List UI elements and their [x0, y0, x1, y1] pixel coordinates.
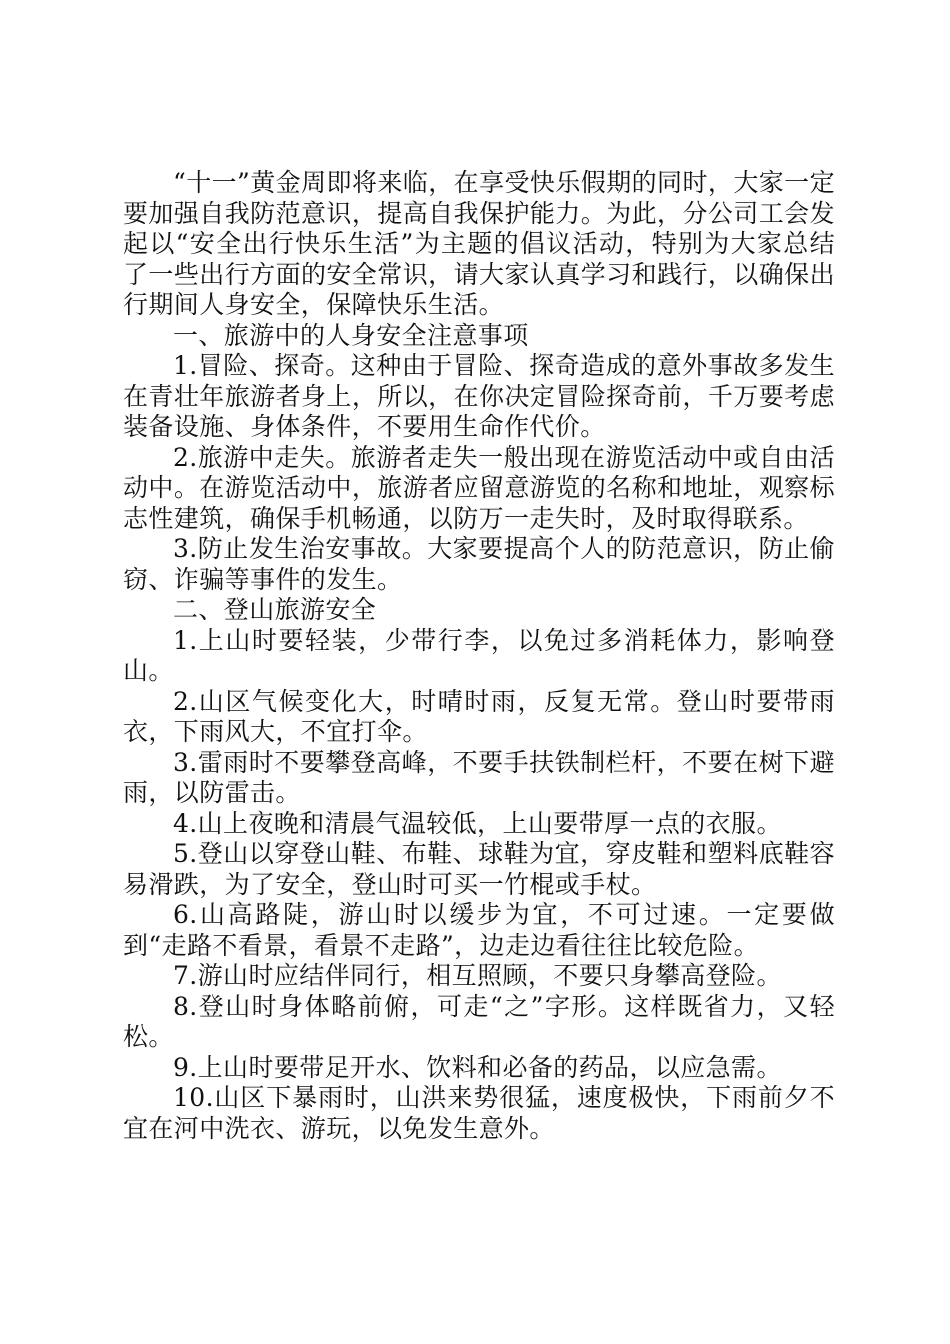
list-item: 1.冒险、探奇。这种由于冒险、探奇造成的意外事故多发生在青壮年旅游者身上，所以，在你决定冒险探奇前，千万要考虑装备设施、身体条件，不要用生命作代价。 — [123, 351, 835, 441]
section-heading-mountain-safety: 二、登山旅游安全 — [173, 595, 377, 624]
section-heading-travel-safety: 一、旅游中的人身安全注意事项 — [173, 320, 529, 350]
intro-paragraph: “十一”黄金周即将来临，在享受快乐假期的同时，大家一定要加强自我防范意识，提高自我保护能力。为此，分公司工会发起以“安全出行快乐生活”为主题的倡议活动，特别为大家总结了一些出行方面的安全常识，请大家认真学习和践行，以确保出行期间人身安全，保障快乐生活。 — [123, 168, 835, 319]
list-item: 3.雷雨时不要攀登高峰，不要手扶铁制栏杆，不要在树下避雨，以防雷击。 — [123, 747, 835, 807]
list-item: 2.旅游中走失。旅游者走失一般出现在游览活动中或自由活动中。在游览活动中，旅游者应留意游览的名称和地址，观察标志性建筑，确保手机畅通，以防万一走失时，及时取得联系。 — [123, 442, 835, 533]
document-body — [123, 168, 835, 1144]
list-item: 6.山高路陡，游山时以缓步为宜，不可过速。一定要做到“走路不看景，看景不走路”，边走边看往往比较危险。 — [123, 900, 835, 960]
list-item: 2.山区气候变化大，时晴时雨，反复无常。登山时要带雨衣，下雨风大，不宜打伞。 — [123, 686, 835, 746]
list-item: 4.山上夜晚和清晨气温较低，上山要带厚一点的衣服。 — [173, 808, 782, 838]
list-item: 5.登山以穿登山鞋、布鞋、球鞋为宜，穿皮鞋和塑料底鞋容易滑跌，为了安全，登山时可买一竹棍或手杖。 — [123, 839, 835, 899]
list-item: 10.山区下暴雨时，山洪来势很猛，速度极快，下雨前夕不宜在河中洗衣、游玩，以免发生意外。 — [123, 1083, 835, 1143]
list-item: 8.登山时身体略前俯，可走“之”字形。这样既省力，又轻松。 — [123, 991, 835, 1051]
list-item: 3.防止发生治安事故。大家要提高个人的防范意识，防止偷窃、诈骗等事件的发生。 — [123, 534, 835, 594]
list-item: 1.上山时要轻装，少带行李，以免过多消耗体力，影响登山。 — [123, 625, 835, 685]
list-item: 9.上山时要带足开水、饮料和必备的药品，以应急需。 — [173, 1052, 782, 1082]
list-item: 7.游山时应结伴同行，相互照顾，不要只身攀高登险。 — [173, 961, 782, 990]
